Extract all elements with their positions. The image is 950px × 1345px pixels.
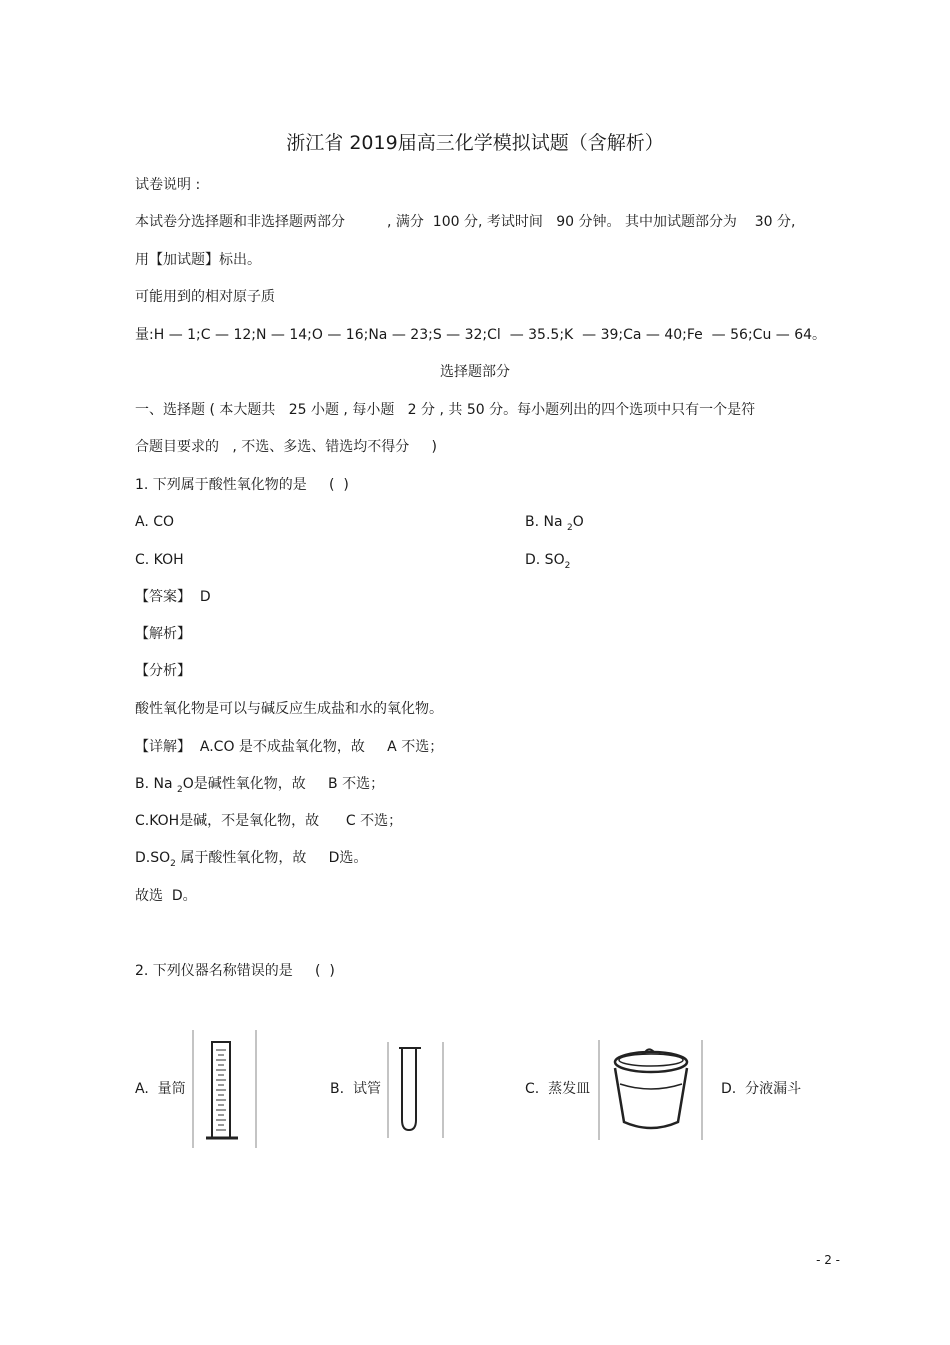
section-title: 选择题部分 [440, 364, 510, 380]
q1-fenxi-label: 【分析】 [135, 663, 191, 679]
q1-option-b: B. Na $_2$O [525, 514, 584, 533]
q1-fenxi-text: 酸性氧化物是可以与碱反应生成盐和水的氧化物。 [135, 701, 443, 717]
page-title: 浙江省 2019届高三化学模拟试题（含解析） [286, 132, 664, 154]
q1-detail-c: C.KOH是碱，不是氧化物，故 C 不选； [135, 813, 403, 829]
q2-option-c: C. 蒸发皿 [525, 1081, 591, 1097]
intro-line-1a: 本试卷分选择题和非选择题两部分 [135, 214, 345, 230]
q1-detail-d: $D.SO_2$ 属于酸性氧化物，故 D选。 [135, 850, 368, 869]
q1-option-c: C. KOH [135, 552, 184, 568]
evaporating-dish-figure [598, 1040, 704, 1140]
intro-label: 试卷说明 : [135, 177, 201, 193]
q2-option-b: B. 试管 [330, 1081, 381, 1097]
page-number: - 2 - [816, 1253, 840, 1267]
intro-line-2: 用【加试题】标出。 [135, 252, 261, 268]
q1-analysis-label: 【解析】 [135, 626, 191, 642]
intro-line-1b: , 满分 100 分, 考试时间 90 分钟。 其中加试题部分为 30 分, [387, 214, 796, 230]
q1-detail-b: B. Na $_2$O是碱性氧化物，故 B 不选； [135, 776, 385, 795]
q1-answer: 【答案】 D [135, 589, 211, 605]
q1-conclusion: 故选 D。 [135, 888, 197, 904]
atomic-values: 量:H — 1;C — 12;N — 14;O — 16;Na — 23;S — 32;Cl — 35.5;K — 39;Ca — 40;Fe — 56;Cu — 64。 [135, 327, 827, 343]
section-desc-1: 一、选择题 ( 本大题共 25 小题 , 每小题 2 分 , 共 50 分。每小题列出的四个选项中只有一个是符 [135, 402, 756, 418]
q1-stem: 1. 下列属于酸性氧化物的是 ( ) [135, 477, 349, 493]
q2-stem: 2. 下列仪器名称错误的是 ( ) [135, 963, 335, 979]
q2-option-a: A. 量筒 [135, 1081, 186, 1097]
q1-option-a: A. CO [135, 514, 175, 530]
graduated-cylinder-figure [192, 1030, 258, 1148]
q1-detail-a: 【详解】 A.CO 是不成盐氧化物，故 A 不选； [135, 739, 444, 755]
q1-option-d: D. $SO_2$ [525, 552, 571, 571]
q2-option-d: D. 分液漏斗 [721, 1081, 802, 1097]
atomic-label: 可能用到的相对原子质 [135, 289, 275, 305]
section-desc-2: 合题目要求的 , 不选、多选、错选均不得分 ) [135, 439, 437, 455]
test-tube-figure [387, 1042, 445, 1138]
